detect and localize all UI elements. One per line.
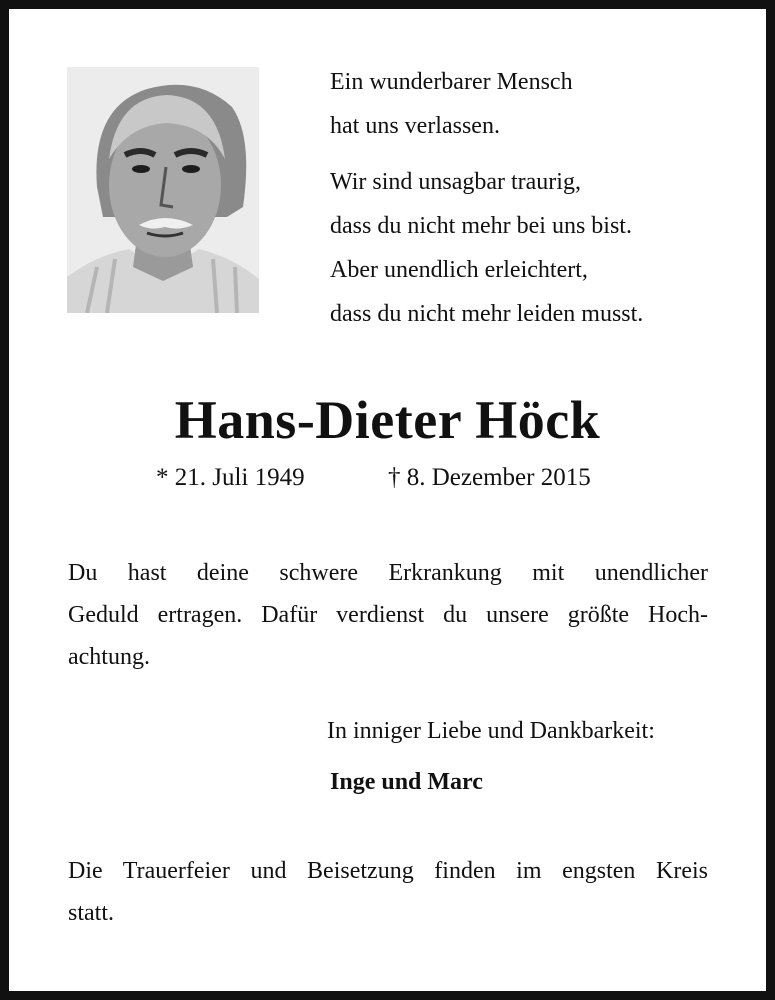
paragraph-line: Du hast deine schwere Erkrankung mit unendlicher [68,560,708,586]
deceased-name: Hans-Dieter Höck [174,390,601,450]
tribute-paragraph [68,552,708,678]
paragraph-line: statt. [68,900,114,926]
poem-line: dass du nicht mehr bei uns bist. [330,213,632,239]
portrait-photo [67,67,259,313]
poem-line: hat uns verlassen. [330,113,500,139]
death-date: † 8. Dezember 2015 [388,464,591,491]
signers: Inge und Marc [330,769,483,795]
birth-date: * 21. Juli 1949 [156,464,305,491]
paragraph-line: achtung. [68,644,150,670]
poem-line: dass du nicht mehr leiden musst. [330,301,644,327]
poem-line: Aber unendlich erleichtert, [330,257,588,283]
closing-phrase: In inniger Liebe und Dankbarkeit: [327,718,655,744]
paragraph-line: Geduld ertragen. Dafür verdienst du unsere größte Hoch- [68,602,708,628]
funeral-notice [68,850,708,934]
poem-line: Ein wunderbarer Mensch [330,69,573,95]
paragraph-line: Die Trauerfeier und Beisetzung finden im engsten Kreis [68,858,708,884]
poem-line: Wir sind unsagbar traurig, [330,169,581,195]
poem [330,60,740,336]
